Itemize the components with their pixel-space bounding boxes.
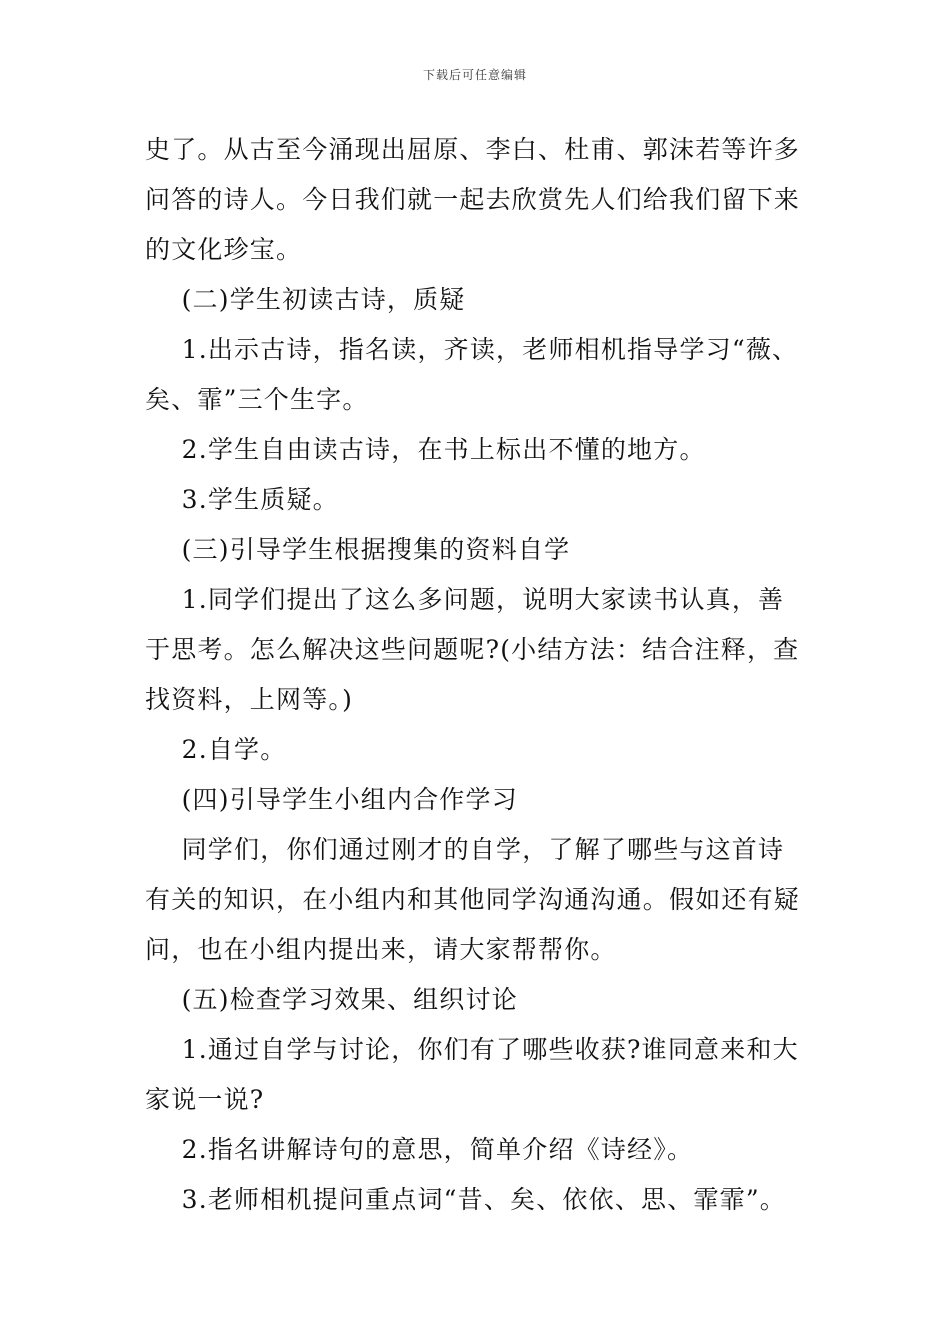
section-heading-5: (五)检查学习效果、组织讨论 [145, 985, 518, 1014]
paragraph-2-3: 3.学生质疑。 [145, 485, 339, 514]
paragraph-4-1: 同学们，你们通过刚才的自学，了解了哪些与这首诗 有关的知识，在小组内和其他同学沟通沟通。假如还有疑 问，也在小组内提出来，请大家帮帮你。 [145, 835, 801, 964]
paragraph-5-2: 2.指名讲解诗句的意思，简单介绍《诗经》。 [145, 1135, 694, 1164]
document-body [145, 125, 835, 1225]
section-heading-4: (四)引导学生小组内合作学习 [145, 785, 518, 814]
paragraph-5-3: 3.老师相机提问重点词“昔、矣、依依、思、霏霏”。 [145, 1185, 787, 1214]
section-heading-2: (二)学生初读古诗，质疑 [145, 285, 466, 314]
paragraph-5-1: 1.通过自学与讨论，你们有了哪些收获?谁同意来和大 家说一说? [145, 1035, 799, 1114]
page-header-note: 下载后可任意编辑 [422, 68, 527, 82]
paragraph-2-2: 2.学生自由读古诗，在书上标出不懂的地方。 [145, 435, 706, 464]
paragraph-3-2: 2.自学。 [145, 735, 287, 764]
paragraph-2-1: 1.出示古诗，指名读，齐读，老师相机指导学习“薇、 矣、霏”三个生字。 [145, 335, 799, 414]
section-heading-3: (三)引导学生根据搜集的资料自学 [145, 535, 571, 564]
paragraph-3-1: 1.同学们提出了这么多问题，说明大家读书认真，善 于思考。怎么解决这些问题呢?(小结方法：结合注释，查 找资料，上网等。) [145, 585, 800, 714]
paragraph-intro-continuation: 史了。从古至今涌现出屈原、李白、杜甫、郭沫若等许多 问答的诗人。今日我们就一起去欣赏先人们给我们留下来 的文化珍宝。 [145, 135, 801, 264]
